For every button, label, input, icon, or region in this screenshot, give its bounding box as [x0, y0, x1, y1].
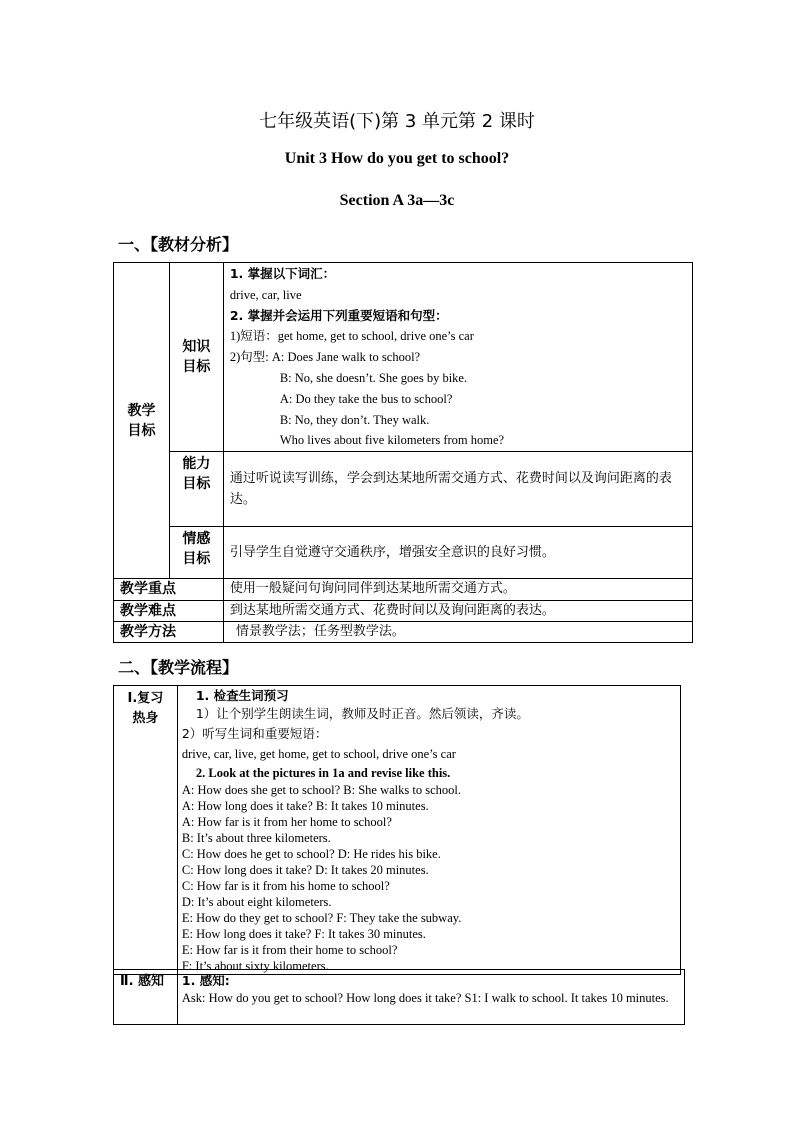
knowledge-line: Who lives about five kilometers from home? [279, 433, 505, 448]
step1-label: Ⅰ.复习热身 [127, 691, 164, 726]
step2-label: Ⅱ. 感知 [120, 974, 165, 989]
knowledge-line: B: No, she doesn’t. She goes by bike. [279, 370, 468, 385]
knowledge-label: 知识目标 [182, 339, 211, 376]
step1-line: 1）让个别学生朗读生词，教师及时正音。然后领读，齐读。 [195, 706, 529, 721]
step2-line: 1. 感知: [181, 973, 230, 988]
step1-line: F: It’s about sixty kilometers. [181, 959, 329, 973]
ability-label-cell [169, 452, 223, 527]
ability-text: 通过听说读写训练，学会到达某地所需交通方式、花费时间以及询问距离的表达。 [223, 452, 692, 527]
emotion-text: 引导学生自觉遵守交通秩序，增强安全意识的良好习惯。 [223, 527, 692, 579]
step1-line: A: How does she get to school? B: She walks to school. [181, 783, 461, 797]
step1-line: A: How long does it take? B: It takes 10 minutes. [181, 799, 429, 813]
process-table-step1 [113, 685, 681, 975]
page-title: 七年级英语(下)第 3 单元第 2 课时 [259, 111, 535, 132]
step2-content [177, 970, 684, 1025]
step1-line: C: How far is it from his home to school? [181, 879, 390, 893]
knowledge-line: 2. 掌握并会运用下列重要短语和句型： [229, 307, 448, 323]
process-heading: 二、【教学流程】 [118, 658, 239, 677]
knowledge-line: drive, car, live [229, 287, 302, 302]
knowledge-line: A: Do they take the bus to school? [279, 391, 453, 406]
step1-line: E: How long does it take? F: It takes 30 minutes. [181, 927, 426, 941]
step1-line: drive, car, live, get home, get to school, drive one’s car [181, 747, 456, 761]
step1-line: 2. Look at the pictures in 1a and revise like this. [195, 766, 451, 780]
step2-line: Ask: How do you get to school? How long does it take? S1: I walk to school. It takes 10 minutes. [181, 991, 669, 1005]
analysis-table [113, 262, 693, 643]
knowledge-line: 1. 掌握以下词汇： [229, 266, 336, 281]
emotion-label: 情感目标 [182, 531, 211, 568]
step1-line: A: How far is it from her home to school? [181, 815, 392, 829]
process-table-step2 [113, 969, 685, 1025]
step1-line: C: How does he get to school? D: He rides his bike. [181, 847, 441, 861]
step1-line: C: How long does it take? D: It takes 20 minutes. [181, 863, 429, 877]
knowledge-line: 1)短语：get home, get to school, drive one’s car [229, 329, 474, 344]
method-label: 教学方法 [114, 622, 224, 643]
goal-label-cell [114, 263, 170, 579]
step2-label-cell [114, 970, 178, 1025]
emotion-label-cell [169, 527, 223, 579]
knowledge-label-cell [169, 263, 223, 452]
ability-label: 能力目标 [182, 456, 211, 493]
step1-line: D: It’s about eight kilometers. [181, 895, 332, 909]
knowledge-content [223, 263, 692, 452]
key-text: 使用一般疑问句询问同伴到达某地所需交通方式。 [223, 579, 692, 601]
unit-title: Unit 3 How do you get to school? [284, 150, 510, 167]
goal-label: 教学目标 [127, 402, 156, 439]
step1-line: 2）听写生词和重要短语： [181, 726, 328, 741]
key-label: 教学重点 [114, 579, 224, 601]
knowledge-line: B: No, they don’t. They walk. [279, 412, 430, 427]
step1-line: 1. 检查生词预习 [195, 688, 289, 703]
step1-line: E: How do they get to school? F: They take the subway. [181, 911, 462, 925]
knowledge-line: 2)句型: A: Does Jane walk to school? [229, 350, 421, 365]
step1-label-cell [114, 686, 178, 975]
step1-line: E: How far is it from their home to school? [181, 943, 398, 957]
step1-content [177, 686, 680, 975]
analysis-heading: 一、【教材分析】 [118, 235, 239, 254]
difficult-text: 到达某地所需交通方式、花费时间以及询问距离的表达。 [223, 601, 692, 622]
difficult-label: 教学难点 [114, 601, 224, 622]
section-title: Section A 3a—3c [339, 192, 455, 209]
step1-line: B: It’s about three kilometers. [181, 831, 331, 845]
method-text: 情景教学法；任务型教学法。 [223, 622, 692, 643]
